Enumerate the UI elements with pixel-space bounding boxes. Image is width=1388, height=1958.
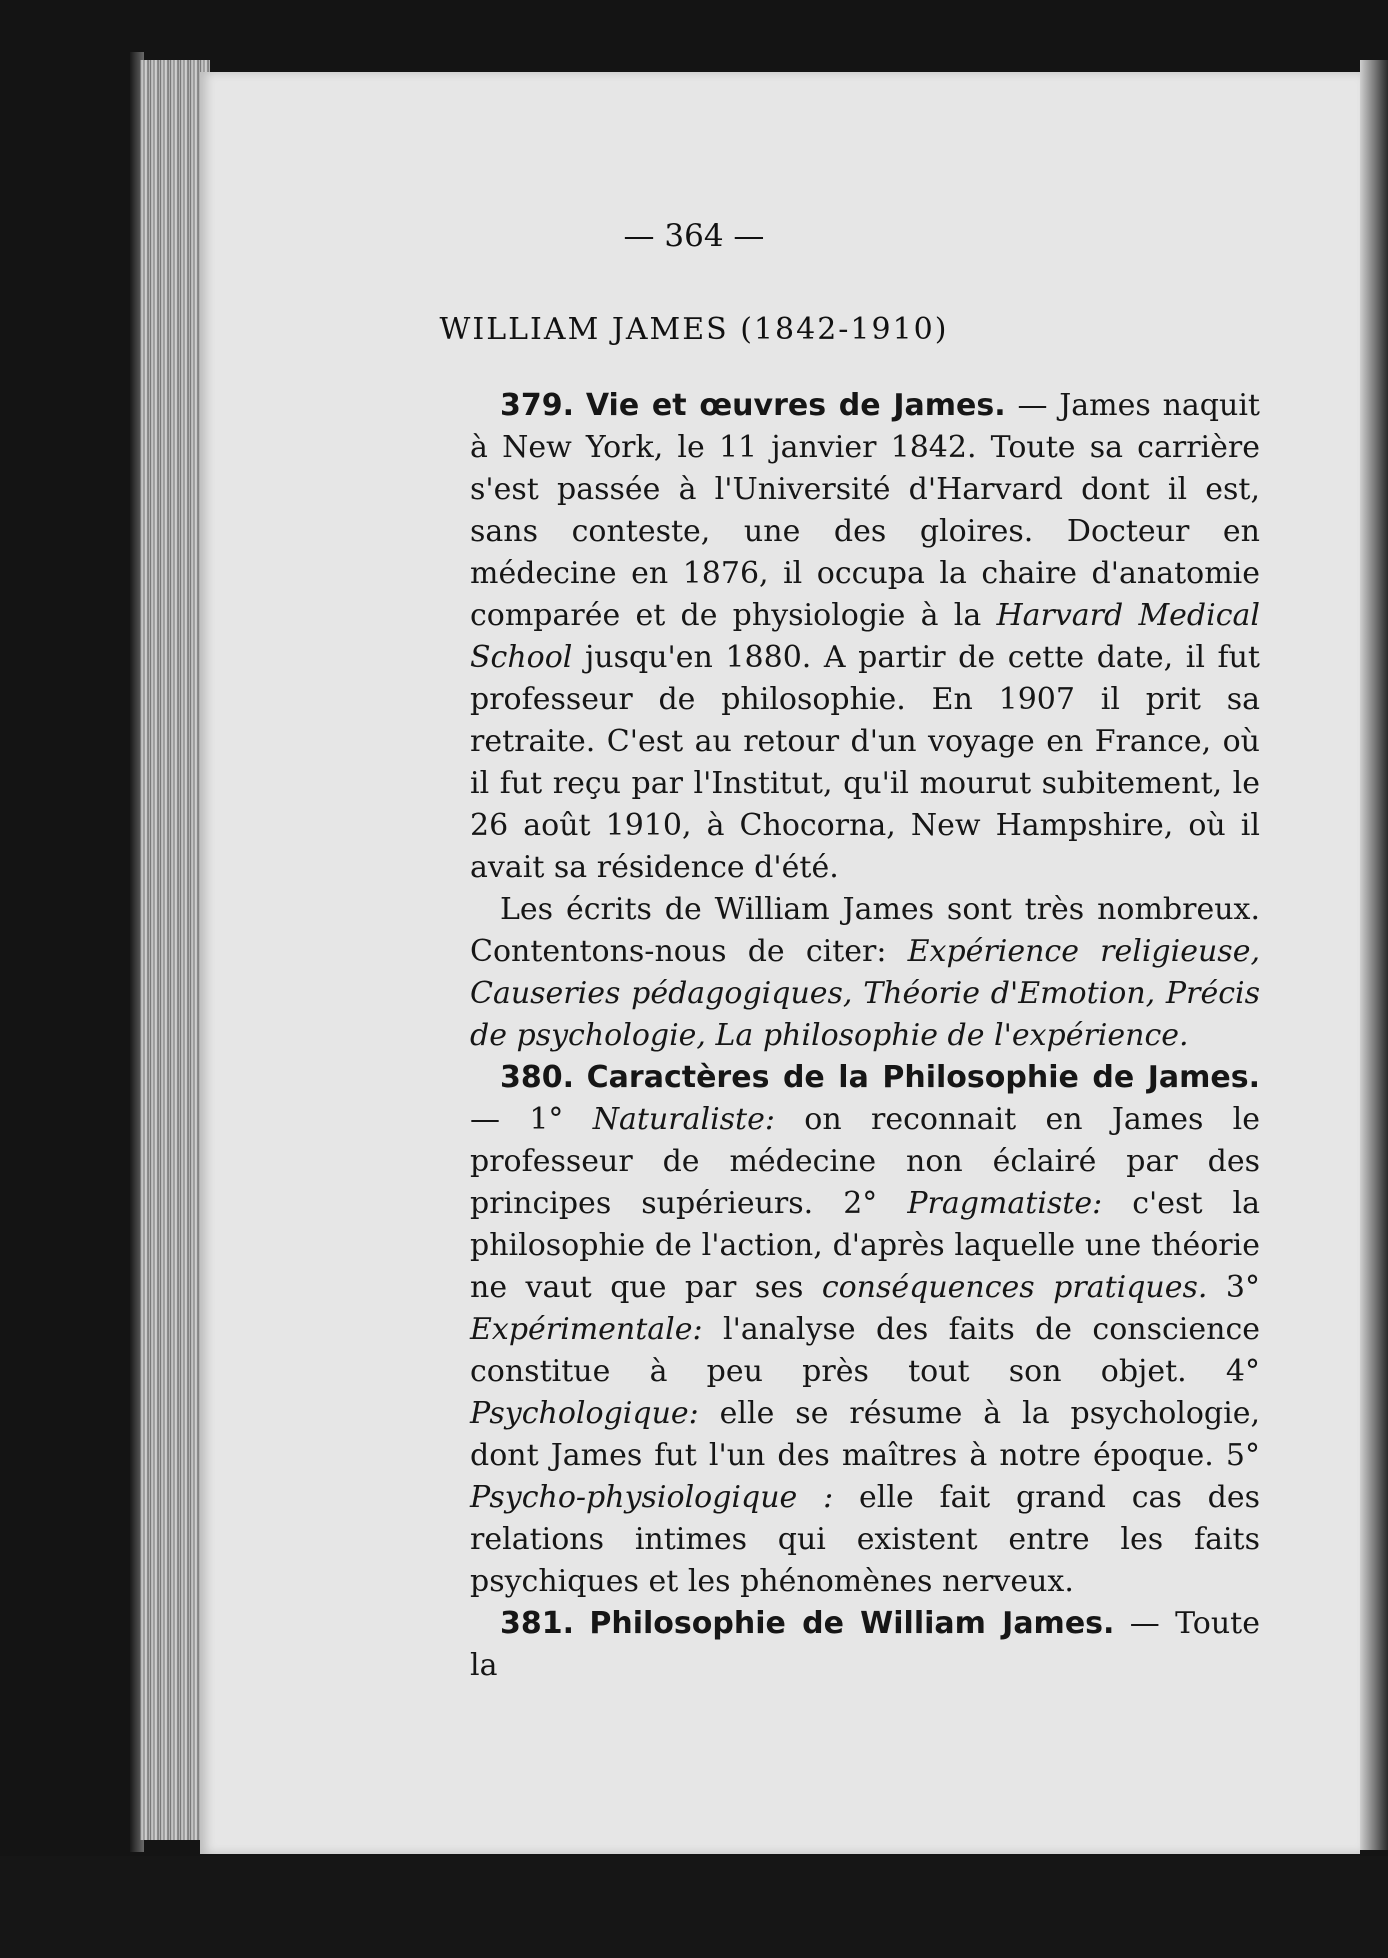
paragraph-380 [470,1057,1260,1603]
item-italic: conséquences pratiques. [821,1270,1208,1305]
item-number: 5° [1225,1438,1260,1473]
italic-school-name: Harvard Medical School [470,598,1260,675]
section-number: 379. [500,388,575,423]
paragraph-text: Les écrits de William James sont très nombreux. Contentons-nous de citer: [470,892,1260,969]
item-text: on reconnait en James le professeur de médecine non éclairé par des principes supérieurs. [470,1102,1261,1221]
italic-works-list: Expérience religieuse, Causeries pédagogiques, Théorie d'Emotion, Précis de psychologie, La philosophie de l'expérience. [470,934,1260,1053]
section-title: Caractères de la Philosophie de James. [586,1060,1260,1095]
item-label: Pragmatiste: [907,1186,1103,1221]
body-text [470,385,1260,1687]
title-dash: — [470,1102,500,1137]
bottom-shadow [0,1856,1388,1958]
item-label: Expérimentale: [470,1312,703,1347]
section-title: Philosophie de William James. [589,1606,1115,1641]
item-label: Naturaliste: [592,1102,775,1137]
paragraph-text: jusqu'en 1880. A partir de cette date, il fut professeur de philosophie. En 1907 il prit sa retraite. C'est au retour d'un voyage en France, où il fut reçu par l'Institut, qu'il mourut subitement, le 26 août 1910, à Chocorna, New Hampshire, où il avait sa résidence d'été. [470,640,1260,885]
paragraph-381 [470,1603,1260,1687]
paragraph-text: — Toute la [470,1606,1260,1683]
paragraph-works [470,889,1260,1057]
item-number: 2° [843,1186,908,1221]
item-number: 3° [1207,1270,1260,1305]
section-number: 380. [500,1060,575,1095]
item-number: 1° [529,1102,593,1137]
item-number: 4° [1225,1354,1260,1389]
item-text: c'est la philosophie de l'action, d'après laquelle une théorie ne vaut que par ses [470,1186,1260,1305]
section-number: 381. [500,1606,575,1641]
paragraph-379 [470,385,1260,889]
item-label: Psychologique: [470,1396,699,1431]
chapter-title: WILLIAM JAMES (1842-1910) [439,312,949,347]
item-label: Psycho-physiologique : [470,1480,834,1515]
item-text: elle se résume à la psychologie, dont James fut l'un des maîtres à notre époque. [470,1396,1260,1473]
paragraph-text: — James naquit à New York, le 11 janvier 1842. Toute sa carrière s'est passée à l'Université d'Harvard dont il est, sans conteste, une des gloires. Docteur en médecine en 1876, il occupa la chaire d'anatomie comparée et de physiologie à la [470,388,1260,633]
section-title: Vie et œuvres de James. [585,388,1006,423]
item-text: elle fait grand cas des relations intimes qui existent entre les faits psychiques et les phénomènes nerveux. [470,1480,1260,1599]
item-text: l'analyse des faits de conscience constitue à peu près tout son objet. [470,1312,1260,1389]
page-number: — 364 — [623,218,765,254]
